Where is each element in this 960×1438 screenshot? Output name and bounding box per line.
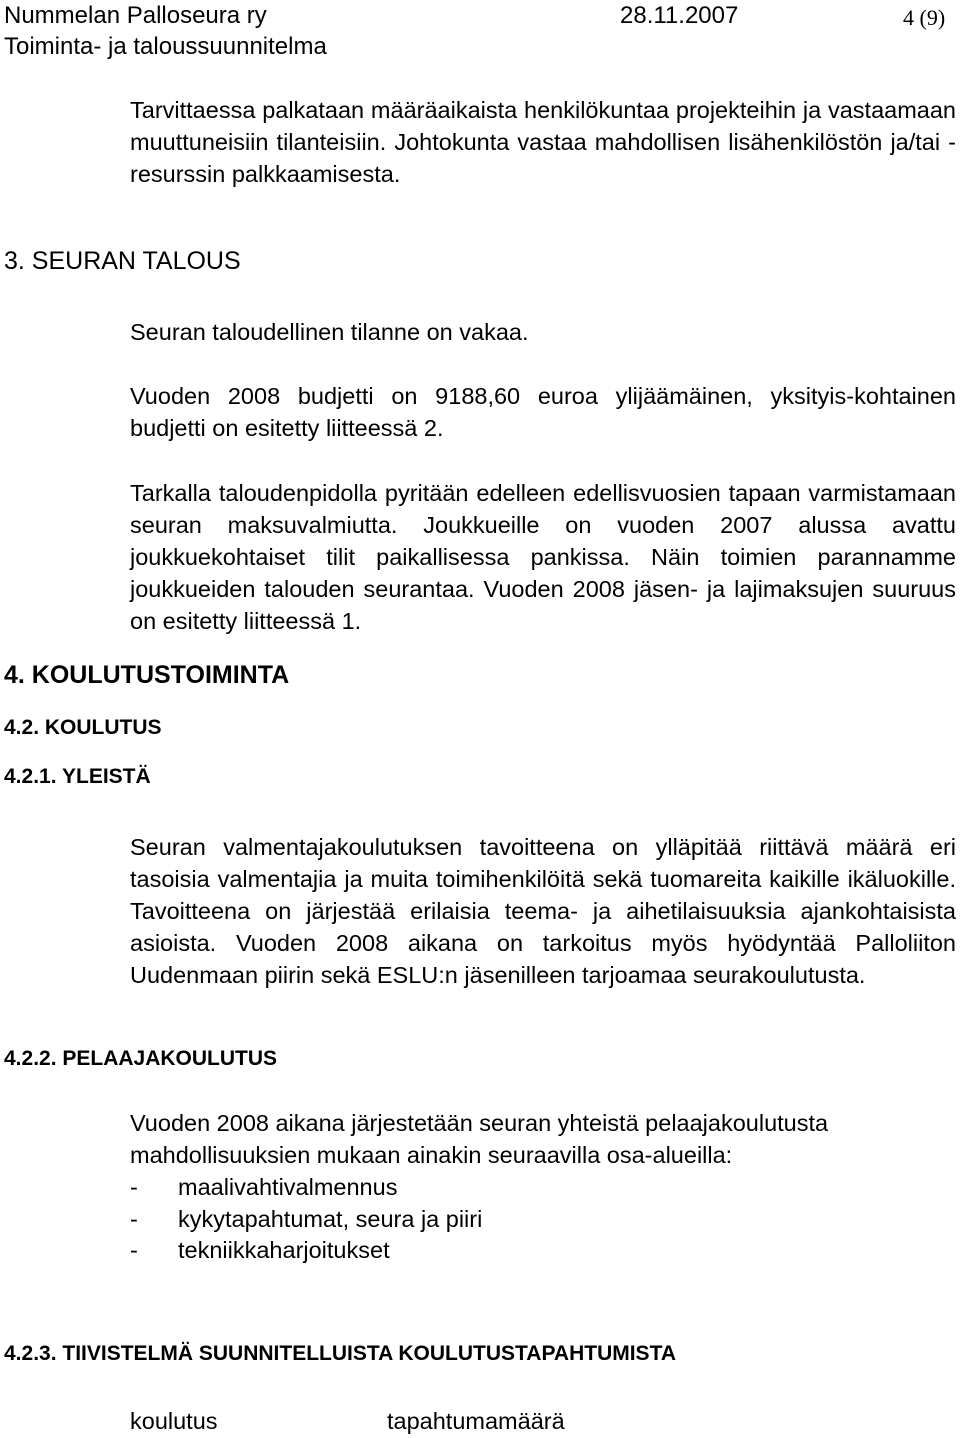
section-4-2-1-heading: 4.2.1. YLEISTÄ xyxy=(4,765,151,788)
document-date: 28.11.2007 xyxy=(620,2,739,29)
section-4-2-1-paragraph: Seuran valmentajakoulutuksen tavoitteena on ylläpitää riittävä määrä eri tasoisia valmentajia ja muita toimihenkilöitä sekä tuomareita kaikille ikäluokille. Tavoitteena on järjestää erilaisia teema- ja aihetilaisuuksia ajankohtaisista asioista. Vuoden 2008 aikana on tarkoitus myös hyödyntää Palloliiton Uudenmaan piirin sekä ESLU:n jäsenilleen tarjoamaa seurakoulutusta. xyxy=(130,834,956,988)
list-dash: - xyxy=(130,1174,138,1200)
list-item xyxy=(130,1172,482,1204)
list-item xyxy=(130,1235,482,1267)
page-number: 4 (9) xyxy=(903,5,946,30)
list-dash: - xyxy=(130,1205,138,1232)
section-4-2-2-line-1: Vuoden 2008 aikana järjestetään seuran yhteistä pelaajakoulutusta xyxy=(130,1110,829,1136)
training-areas-list xyxy=(130,1172,483,1267)
table-header-koulutus: koulutus xyxy=(130,1408,218,1434)
table-header-tapahtumamaara: tapahtumamäärä xyxy=(387,1408,565,1434)
list-item-text: kykytapahtumat, seura ja piiri xyxy=(178,1205,483,1232)
section-4-2-2-line-2: mahdollisuuksien mukaan ainakin seuraavilla osa-alueilla: xyxy=(130,1142,733,1168)
document-title: Toiminta- ja taloussuunnitelma xyxy=(4,33,327,60)
section-4-2-2-heading: 4.2.2. PELAAJAKOULUTUS xyxy=(4,1047,278,1070)
list-dash: - xyxy=(130,1237,138,1263)
section-4-heading: 4. KOULUTUSTOIMINTA xyxy=(4,661,290,689)
list-item-text: tekniikkaharjoitukset xyxy=(178,1237,390,1263)
section-3-paragraph-2: Vuoden 2008 budjetti on 9188,60 euroa ylijäämäinen, yksityis-kohtainen budjetti on esitetty liitteessä 2. xyxy=(130,383,956,441)
section-4-2-heading: 4.2. KOULUTUS xyxy=(4,716,162,739)
list-item xyxy=(130,1204,483,1236)
section-3-paragraph-1: Seuran taloudellinen tilanne on vakaa. xyxy=(130,319,529,345)
list-item-text: maalivahtivalmennus xyxy=(178,1174,398,1200)
intro-paragraph: Tarvittaessa palkataan määräaikaista henkilökuntaa projekteihin ja vastaamaan muuttuneisiin tilanteisiin. Johtokunta vastaa mahdollisen lisähenkilöstön ja/tai -resurssin palkkaamisesta. xyxy=(130,97,956,187)
section-3-paragraph-3: Tarkalla taloudenpidolla pyritään edelleen edellisvuosien tapaan varmistamaan seuran maksuvalmiutta. Joukkueille on vuoden 2007 alussa avattu joukkuekohtaiset tilit paikallisessa pankissa. Näin toimien parannamme joukkueiden talouden seurantaa. Vuoden 2008 jäsen- ja lajimaksujen suuruus on esitetty liitteessä 1. xyxy=(130,480,956,634)
section-4-2-3-heading: 4.2.3. TIIVISTELMÄ SUUNNITELLUISTA KOULUTUSTAPAHTUMISTA xyxy=(4,1342,676,1365)
section-3-heading: 3. SEURAN TALOUS xyxy=(4,247,241,275)
organization-name: Nummelan Palloseura ry xyxy=(4,2,267,29)
